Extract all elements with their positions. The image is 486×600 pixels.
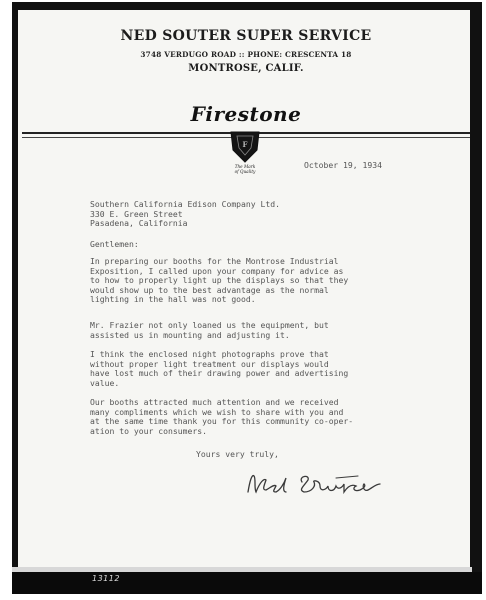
paragraph-line: ation to your consumers. [90,425,207,436]
company-address: 3748 VERDUGO ROAD :: PHONE: CRESCENTA 18 [140,50,352,59]
handwritten-signature [240,466,410,502]
paragraph-line: without proper light treatment our displays would [90,358,329,369]
paragraph-4 [90,398,353,436]
paragraph-line: assisted us in mounting and adjusting it. [90,329,290,340]
paragraph-line: to how to properly light up the displays so that they [90,275,349,286]
negative-number: 13112 [92,574,120,583]
svg-text:of Quality: of Quality [234,169,256,174]
salutation: Gentlemen: [90,239,139,249]
closing: Yours very truly, [196,449,279,459]
paragraph-line: lighting in the hall was not good. [90,294,256,305]
recipient-line: Southern California Edison Company Ltd. [90,199,281,209]
paragraph-line: Our booths attracted much attention and we received [90,397,339,407]
company-city: MONTROSE, CALIF. [188,63,304,74]
paragraph-3 [90,350,348,388]
recipient-line: Pasadena, California [90,218,188,229]
paragraph-line: at the same time thank you for this community co-oper- [90,416,354,427]
photo-frame-bottom [12,572,482,594]
recipient-line: 330 E. Green Street [90,208,183,219]
firestone-shield-icon [227,128,263,176]
paragraph-line: have lost much of their drawing power and advertising [90,368,349,379]
firestone-logo: Firestone [190,102,302,126]
photo-frame-top [12,2,480,10]
company-name: NED SOUTER SUPER SERVICE [120,28,372,44]
paragraph-line: many compliments which we wish to share with you and [90,406,344,417]
svg-text:F: F [242,140,248,149]
paragraph-line: Exposition, I called upon your company for advice as [90,265,344,276]
photo-frame-right [470,2,482,592]
paragraph-1 [90,257,348,305]
paragraph-2 [90,321,329,340]
svg-text:The Mark: The Mark [234,164,256,169]
paragraph-line: would show up to the best advantage as the normal [90,284,329,295]
letter-date: October 19, 1934 [304,160,382,170]
paragraph-line: Mr. Frazier not only loaned us the equipment, but [90,320,329,330]
paragraph-line: I think the enclosed night photographs prove that [90,349,329,359]
recipient-address [90,200,280,229]
paragraph-line: In preparing our booths for the Montrose Industrial [90,256,339,266]
paragraph-line: value. [90,377,120,388]
letterhead [0,28,486,74]
